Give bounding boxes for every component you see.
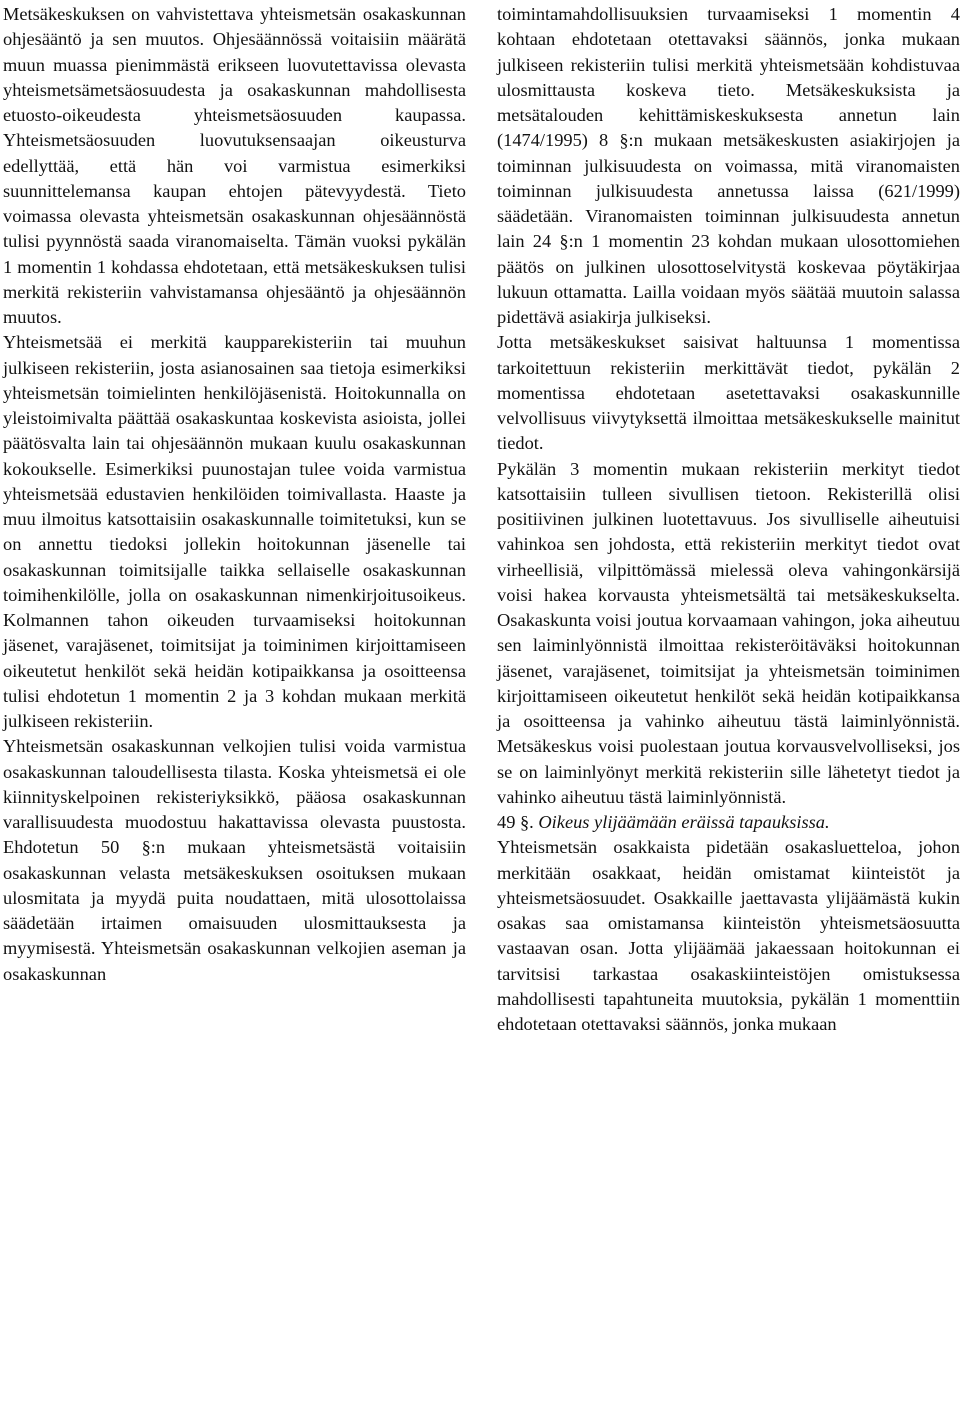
paragraph-ohjesaanto-rekisterointi: Metsäkeskuksen on vahvistettava yhteismetsän osakaskunnan ohjesääntö ja sen muutos. Ohjesäännössä voitaisiin määrätä muun muassa pienimmästä erikseen luovutettavissa olevasta yhteismetsämetsäosuudesta ja osakaskunnan mahdollisesta etuosto-oikeudesta yhteismetsäosuuden kaupassa. Yhteismetsäosuuden luovutuksensaajan oikeusturva edellyttää, että hän voi varmistua esimerkiksi suunnittelemansa kaupan ehtojen pätevyydestä. Tieto voimassa olevasta yhteismetsän osakaskunnan ohjesäännöstä tulisi pyynnöstä saada viranomaiselta. Tämän vuoksi pykälän 1 momentin 1 kohdassa ehdotetaan, että metsäkeskuksen tulisi merkitä rekisteriin vahvistamansa ohjesääntö ja ohjesäännön muutos. [3, 4, 466, 327]
paragraph-velkojien-asema: Yhteismetsän osakaskunnan velkojien tulisi voida varmistua osakaskunnan taloudellisesta tilasta. Koska yhteismetsä ei ole kiinnityskelpoinen rekisteriyksikkö, pääosa osakaskunnan varallisuudesta muodostuu hakattavissa olevasta puustosta. Ehdotetun 50 §:n mukaan yhteismetsästä voitaisiin osakaskunnan velasta metsäkeskuksen osoituksen mukaan ulosmitata ja myydä puita noudattaen, mitä ulosottolaissa säädetään irtaimen omaisuuden ulosmittauksesta ja myymisestä. Yhteismetsän osakaskunnan velkojien aseman ja osakaskunnan [3, 736, 466, 984]
paragraph-ulosmittaus-tieto: toimintamahdollisuuksien turvaamiseksi 1 momentin 4 kohtaan ehdotetaan otettavaksi säännös, jonka mukaan julkiseen rekisteriin tulisi merkitä yhteismetsään kohdistuvaa ulosmittausta koskeva tieto. Metsäkeskuksista ja metsätalouden kehittämiskeskuksesta annetun lain (1474/1995) 8 §:n mukaan metsäkeskusten asiakirjojen ja toiminnan julkisuudesta on voimassa, mitä viranomaisten toiminnan julkisuudesta annetussa laissa (621/1999) säädetään. Viranomaisten toiminnan julkisuudesta annetun lain 24 §:n 1 momentin 23 kohdan mukaan ulosottomiehen päätös on julkinen ulosottoselvitystä koskevaa pöytäkirjaa lukuun ottamatta. Lailla voidaan myös säätää muutoin salassa pidettävä asiakirja julkiseksi. [497, 4, 960, 327]
right-column [497, 2, 960, 1037]
section-title: Oikeus ylijäämään eräissä tapauksissa. [538, 812, 830, 832]
section-heading [497, 810, 960, 835]
left-column [3, 2, 466, 987]
paragraph-ilmoitusvelvollisuus: Jotta metsäkeskukset saisivat haltuunsa 1 momentissa tarkoitettuun rekisteriin merkittävät tiedot, pykälän 2 momentissa ehdotetaan asetettavaksi osakaskunnille velvollisuus viivytyksettä ilmoittaa metsäkeskukselle mainitut tiedot. [497, 332, 960, 454]
paragraph-julkinen-luotettavuus: Pykälän 3 momentin mukaan rekisteriin merkityt tiedot katsottaisiin tulleen sivullisen tietoon. Rekisterillä olisi positiivinen julkinen luotettavuus. Jos sivulliselle aiheutuisi vahinkoa sen johdosta, että rekisteriin merkityt tiedot ovat virheellisiä, vilpittömässä mielessä oleva vahingonkärsijä voisi hakea korvausta yhteismetsältä tai metsäkeskukselta. Osakaskunta voisi joutua korvaamaan vahingon, joka aiheutuu sen laiminlyönnistä ilmoittaa rekisteröitäväksi hoitokunnan jäsenet, varajäsenet, toimitsijat ja yhteismetsän toiminimen kirjoittamiseen oikeutetut henkilöt sekä heidän kotipaikkansa ja osoitteensa ja vahinko aiheutuu tästä laiminlyönnistä. Metsäkeskus voisi puolestaan joutua korvausvelvolliseksi, jos se on laiminlyönyt merkitä rekisteriin sille lähetetyt tiedot ja vahinko aiheutuu tästä laiminlyönnistä. [497, 458, 960, 807]
section-number: 49 §. [497, 812, 534, 832]
paragraph-osakasluettelo: Yhteismetsän osakkaista pidetään osakasluetteloa, johon merkitään osakkaat, heidän omistamat kiinteistöt ja yhteismetsäosuudet. Osakkaille jaettavasta ylijäämästä kukin osakas saa omistamansa kiinteistön yhteismetsäosuutta vastaavan osan. Jotta ylijäämää jakaessaan hoitokunnan ei tarvitsisi tarkastaa osakaskiinteistöjen omistuksessa mahdollisesti tapahtuneita muutoksia, pykälän 1 momenttiin ehdotetaan otettavaksi säännös, jonka mukaan [497, 837, 960, 1034]
paragraph-toimielinten-jasenet: Yhteismetsää ei merkitä kaupparekisteriin tai muuhun julkiseen rekisteriin, josta asianosainen saa tietoja esimerkiksi yhteismetsän toimielinten henkilöjäsenistä. Hoitokunnalla on yleistoimivalta päättää osakaskuntaa koskevista asioista, jollei päätösvalta lain tai ohjesäännön mukaan kuulu osakaskunnan kokoukselle. Esimerkiksi puunostajan tulee voida varmistua yhteismetsää edustavien henkilöiden toimivallasta. Haaste ja muu ilmoitus katsottaisiin osakaskunnalle toimitetuksi, kun se on annettu tiedoksi jollekin hoitokunnan jäsenelle tai osakaskunnan toimitsijalle taikka sellaiselle osakaskunnan toimihenkilölle, jolla on osakaskunnan nimenkirjoitusoikeus. Kolmannen tahon oikeuden turvaamiseksi hoitokunnan jäsenet, varajäsenet, toimitsijat ja toiminimen kirjoittamiseen oikeutetut henkilöt sekä heidän kotipaikkansa ja osoitteensa tulisi ehdotetun 1 momentin 2 ja 3 kohdan mukaan merkitä julkiseen rekisteriin. [3, 332, 466, 731]
